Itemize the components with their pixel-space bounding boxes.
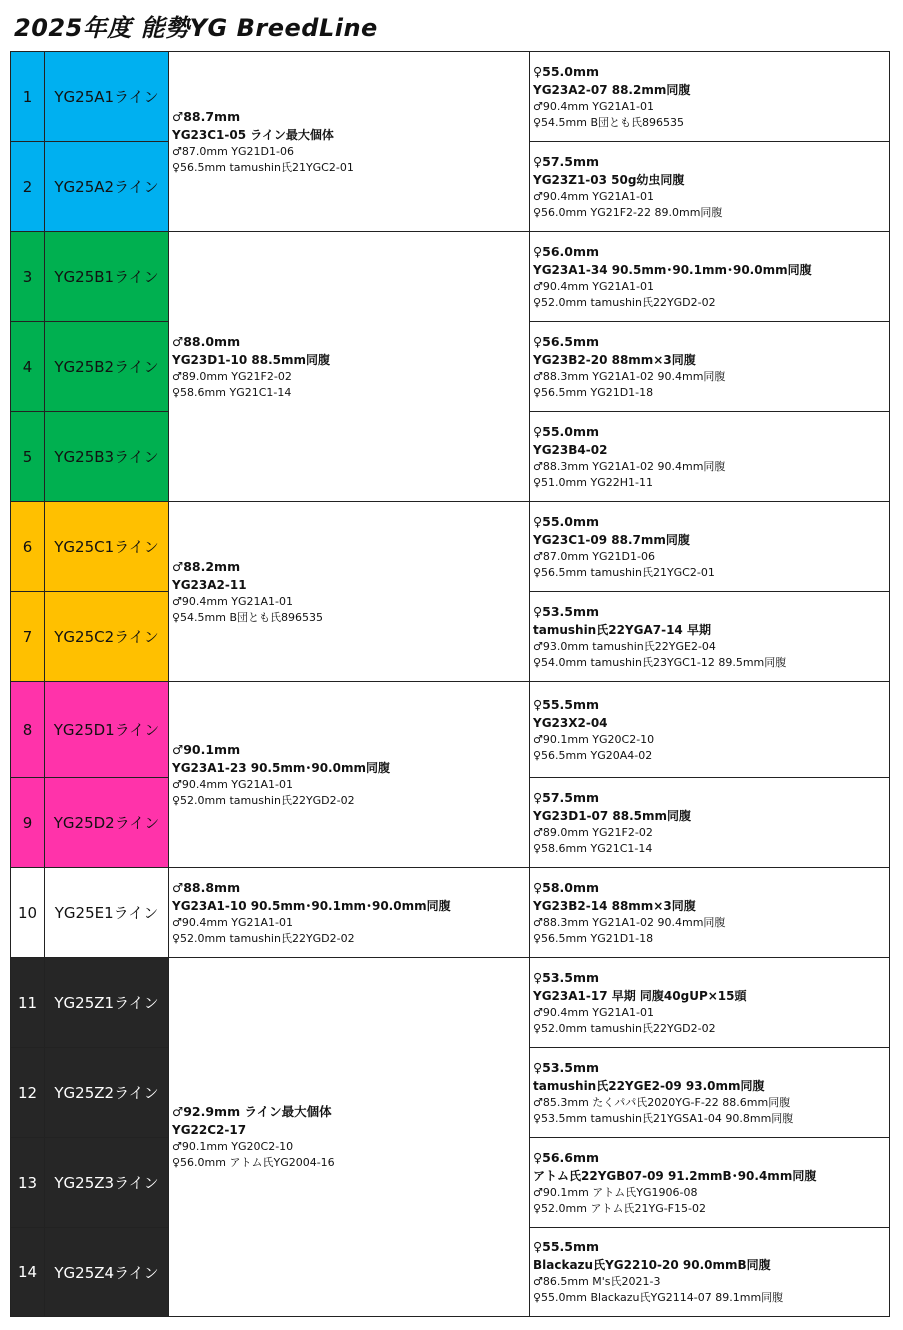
sire-father: ♂87.0mm YG21D1-06 xyxy=(172,144,294,158)
dam-mother: ♀55.0mm Blackazu氏YG2114-07 89.1mm同腹 xyxy=(533,1291,784,1304)
line-number: 14 xyxy=(10,1227,45,1317)
dam-size: ♀58.0mm xyxy=(533,879,600,895)
dam-father: ♂86.5mm M's氏2021-3 xyxy=(533,1275,661,1288)
dam-mother: ♀56.5mm YG21D1-18 xyxy=(533,385,654,399)
sire-mother: ♀52.0mm tamushin氏22YGD2-02 xyxy=(172,793,355,807)
dam-cell xyxy=(529,141,890,232)
dam-cell xyxy=(529,231,890,322)
sire-id: YG23A1-10 90.5mm･90.1mm･90.0mm同腹 xyxy=(172,898,451,913)
dam-size: ♀57.5mm xyxy=(533,153,600,169)
dam-cell xyxy=(529,777,890,868)
dam-mother: ♀56.5mm tamushin氏21YGC2-01 xyxy=(533,565,715,579)
line-name: YG25D1ライン xyxy=(44,681,169,778)
dam-size: ♀53.5mm xyxy=(533,603,600,619)
line-number: 1 xyxy=(10,51,45,142)
sire-cell xyxy=(168,957,530,1317)
dam-father: ♂88.3mm YG21A1-02 90.4mm同腹 xyxy=(533,459,726,473)
dam-size: ♀56.6mm xyxy=(533,1149,600,1165)
sire-size: ♂88.0mm xyxy=(172,333,241,349)
dam-cell xyxy=(529,1227,890,1317)
sire-mother: ♀56.5mm tamushin氏21YGC2-01 xyxy=(172,160,354,174)
dam-id: YG23A1-34 90.5mm･90.1mm･90.0mm同腹 xyxy=(533,262,812,277)
sire-mother: ♀54.5mm B団とも氏896535 xyxy=(172,610,324,624)
dam-cell xyxy=(529,957,890,1048)
line-name: YG25C2ライン xyxy=(44,591,169,682)
line-name: YG25E1ライン xyxy=(44,867,169,958)
dam-father: ♂90.4mm YG21A1-01 xyxy=(533,99,655,113)
dam-cell xyxy=(529,681,890,778)
line-name: YG25D2ライン xyxy=(44,777,169,868)
dam-id: YG23B4-02 xyxy=(533,442,608,457)
dam-mother: ♀54.5mm B団とも氏896535 xyxy=(533,115,685,129)
page-title: 2025年度 能勢YG BreedLine xyxy=(14,14,378,42)
dam-father: ♂87.0mm YG21D1-06 xyxy=(533,549,655,563)
line-name: YG25Z3ライン xyxy=(44,1137,169,1228)
line-number: 5 xyxy=(10,411,45,502)
line-name: YG25Z1ライン xyxy=(44,957,169,1048)
dam-size: ♀53.5mm xyxy=(533,1059,600,1075)
line-number: 3 xyxy=(10,231,45,322)
dam-id: YG23X2-04 xyxy=(533,715,608,730)
dam-mother: ♀52.0mm アトム氏21YG-F15-02 xyxy=(533,1201,706,1215)
sire-father: ♂89.0mm YG21F2-02 xyxy=(172,369,292,383)
sire-size: ♂88.7mm xyxy=(172,108,241,124)
sire-father: ♂90.4mm YG21A1-01 xyxy=(172,594,294,608)
dam-cell xyxy=(529,867,890,958)
line-name: YG25A2ライン xyxy=(44,141,169,232)
sire-mother: ♀58.6mm YG21C1-14 xyxy=(172,385,292,399)
line-number: 8 xyxy=(10,681,45,778)
dam-id: YG23Z1-03 50g幼虫同腹 xyxy=(533,172,685,187)
dam-father: ♂90.4mm YG21A1-01 xyxy=(533,189,655,203)
dam-id: YG23B2-14 88mm×3同腹 xyxy=(533,898,696,913)
dam-father: ♂90.1mm アトム氏YG1906-08 xyxy=(533,1185,698,1199)
dam-father: ♂93.0mm tamushin氏22YGE2-04 xyxy=(533,639,716,653)
line-name: YG25Z4ライン xyxy=(44,1227,169,1317)
line-number: 4 xyxy=(10,321,45,412)
dam-mother: ♀54.0mm tamushin氏23YGC1-12 89.5mm同腹 xyxy=(533,655,787,669)
dam-father: ♂85.3mm たくパパ氏2020YG-F-22 88.6mm同腹 xyxy=(533,1095,791,1109)
line-name: YG25Z2ライン xyxy=(44,1047,169,1138)
sire-size: ♂92.9mm ライン最大個体 xyxy=(172,1104,332,1119)
line-name: YG25C1ライン xyxy=(44,501,169,592)
dam-size: ♀53.5mm xyxy=(533,969,600,985)
line-name: YG25B3ライン xyxy=(44,411,169,502)
line-name: YG25B2ライン xyxy=(44,321,169,412)
sire-size: ♂88.8mm xyxy=(172,879,241,895)
dam-cell xyxy=(529,501,890,592)
sire-cell xyxy=(168,501,530,682)
dam-cell xyxy=(529,411,890,502)
dam-id: tamushin氏22YGA7-14 早期 xyxy=(533,622,711,637)
dam-father: ♂90.4mm YG21A1-01 xyxy=(533,279,655,293)
dam-size: ♀55.0mm xyxy=(533,513,600,529)
dam-cell xyxy=(529,1047,890,1138)
dam-size: ♀55.5mm xyxy=(533,1239,600,1254)
dam-cell xyxy=(529,321,890,412)
line-name: YG25B1ライン xyxy=(44,231,169,322)
dam-size: ♀57.5mm xyxy=(533,789,600,805)
sire-cell xyxy=(168,231,530,502)
sire-id: YG23C1-05 ライン最大個体 xyxy=(172,127,334,142)
sire-father: ♂90.1mm YG20C2-10 xyxy=(172,1140,294,1153)
line-number: 11 xyxy=(10,957,45,1048)
dam-id: アトム氏22YGB07-09 91.2mmB･90.4mm同腹 xyxy=(533,1168,817,1183)
dam-father: ♂88.3mm YG21A1-02 90.4mm同腹 xyxy=(533,915,726,929)
sire-id: YG23A1-23 90.5mm･90.0mm同腹 xyxy=(172,760,390,775)
sire-id: YG22C2-17 xyxy=(172,1123,247,1137)
dam-size: ♀55.0mm xyxy=(533,423,600,439)
sire-id: YG23A2-11 xyxy=(172,577,247,592)
dam-id: YG23C1-09 88.7mm同腹 xyxy=(533,532,690,547)
dam-id: YG23D1-07 88.5mm同腹 xyxy=(533,808,692,823)
line-number: 13 xyxy=(10,1137,45,1228)
dam-mother: ♀52.0mm tamushin氏22YGD2-02 xyxy=(533,295,716,309)
sire-father: ♂90.4mm YG21A1-01 xyxy=(172,777,294,791)
dam-mother: ♀51.0mm YG22H1-11 xyxy=(533,475,653,489)
dam-id: YG23A2-07 88.2mm同腹 xyxy=(533,82,691,97)
sire-size: ♂88.2mm xyxy=(172,558,241,574)
line-number: 7 xyxy=(10,591,45,682)
dam-mother: ♀56.5mm YG20A4-02 xyxy=(533,748,653,762)
dam-cell xyxy=(529,591,890,682)
dam-id: YG23B2-20 88mm×3同腹 xyxy=(533,352,696,367)
sire-id: YG23D1-10 88.5mm同腹 xyxy=(172,352,331,367)
sire-cell xyxy=(168,681,530,868)
dam-mother: ♀58.6mm YG21C1-14 xyxy=(533,841,653,855)
breed-line-table xyxy=(10,51,890,1317)
dam-mother: ♀53.5mm tamushin氏21YGSA1-04 90.8mm同腹 xyxy=(533,1111,794,1125)
dam-size: ♀55.5mm xyxy=(533,696,600,712)
dam-cell xyxy=(529,51,890,142)
dam-father: ♂89.0mm YG21F2-02 xyxy=(533,825,653,839)
dam-id: tamushin氏22YGE2-09 93.0mm同腹 xyxy=(533,1078,765,1093)
line-number: 6 xyxy=(10,501,45,592)
dam-cell xyxy=(529,1137,890,1228)
sire-cell xyxy=(168,51,530,232)
line-number: 12 xyxy=(10,1047,45,1138)
dam-father: ♂88.3mm YG21A1-02 90.4mm同腹 xyxy=(533,369,726,383)
sire-size: ♂90.1mm xyxy=(172,741,241,757)
dam-size: ♀56.5mm xyxy=(533,333,600,349)
sire-cell xyxy=(168,867,530,958)
dam-id: YG23A1-17 早期 同腹40gUP×15頭 xyxy=(533,988,747,1003)
dam-mother: ♀52.0mm tamushin氏22YGD2-02 xyxy=(533,1021,716,1035)
sire-father: ♂90.4mm YG21A1-01 xyxy=(172,915,294,929)
dam-size: ♀55.0mm xyxy=(533,63,600,79)
sire-mother: ♀52.0mm tamushin氏22YGD2-02 xyxy=(172,931,355,945)
line-number: 10 xyxy=(10,867,45,958)
sire-mother: ♀56.0mm アトム氏YG2004-16 xyxy=(172,1156,335,1169)
dam-father: ♂90.4mm YG21A1-01 xyxy=(533,1005,655,1019)
dam-father: ♂90.1mm YG20C2-10 xyxy=(533,732,655,746)
dam-size: ♀56.0mm xyxy=(533,243,600,259)
line-name: YG25A1ライン xyxy=(44,51,169,142)
line-number: 9 xyxy=(10,777,45,868)
dam-mother: ♀56.5mm YG21D1-18 xyxy=(533,931,654,945)
line-number: 2 xyxy=(10,141,45,232)
dam-id: Blackazu氏YG2210-20 90.0mmB同腹 xyxy=(533,1258,771,1272)
dam-mother: ♀56.0mm YG21F2-22 89.0mm同腹 xyxy=(533,205,723,219)
